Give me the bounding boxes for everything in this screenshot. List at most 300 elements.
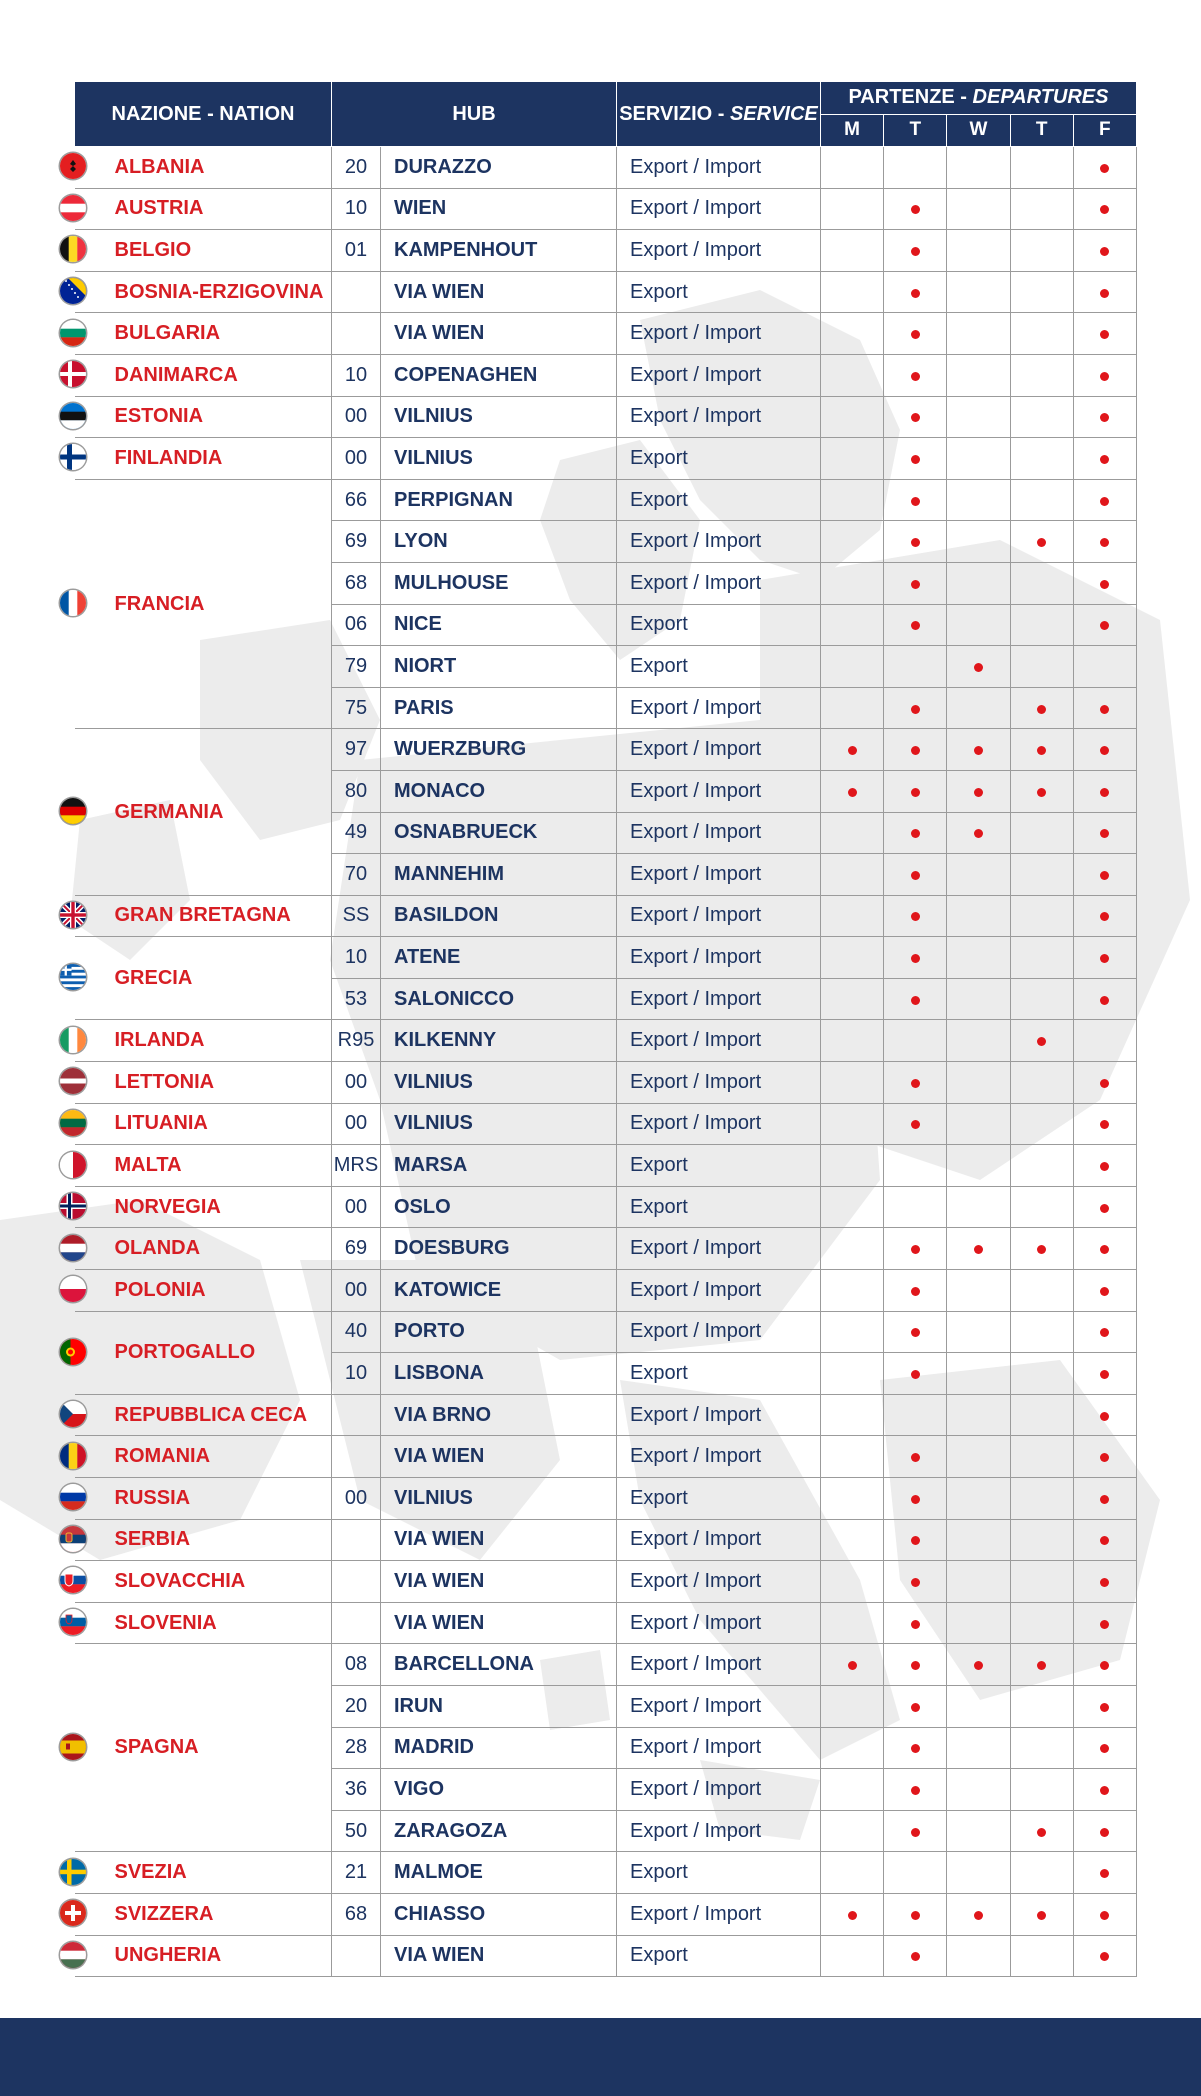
russia-flag-icon bbox=[60, 1484, 86, 1510]
hub-code bbox=[332, 313, 381, 355]
departure-cell-wednesday bbox=[947, 1062, 1010, 1104]
service-type: Export bbox=[617, 479, 821, 521]
nation-name: SLOVENIA bbox=[114, 1611, 217, 1634]
nation-cell-spagna bbox=[75, 1644, 332, 1852]
departure-dot-icon bbox=[911, 746, 920, 755]
departure-dot-icon bbox=[1100, 330, 1109, 339]
departure-cell-thursday bbox=[1010, 521, 1073, 563]
bosnia-flag-icon bbox=[60, 278, 86, 304]
departure-cell-tuesday bbox=[884, 438, 947, 480]
day-header-tuesday: T bbox=[884, 114, 947, 147]
departure-dot-icon bbox=[1100, 289, 1109, 298]
departure-cell-thursday bbox=[1010, 1311, 1073, 1353]
departure-dot-icon bbox=[911, 788, 920, 797]
departure-cell-tuesday bbox=[884, 1186, 947, 1228]
departure-cell-tuesday bbox=[884, 1852, 947, 1894]
lithuania-flag-icon bbox=[60, 1110, 86, 1136]
departure-cell-thursday bbox=[1010, 1353, 1073, 1395]
departure-cell-tuesday bbox=[884, 1062, 947, 1104]
departure-cell-thursday bbox=[1010, 1062, 1073, 1104]
departure-cell-wednesday bbox=[947, 1145, 1010, 1187]
hub-code: 69 bbox=[332, 1228, 381, 1270]
service-type: Export / Import bbox=[617, 1270, 821, 1312]
departures-header-label: PARTENZE - bbox=[848, 86, 973, 109]
departure-dot-icon bbox=[911, 1287, 920, 1296]
table-row bbox=[75, 1186, 1137, 1228]
departure-dot-icon bbox=[1100, 954, 1109, 963]
netherlands-flag-icon bbox=[60, 1235, 86, 1261]
departure-cell-thursday bbox=[1010, 1852, 1073, 1894]
service-type: Export / Import bbox=[617, 396, 821, 438]
hub-code bbox=[332, 1935, 381, 1977]
finland-flag-icon bbox=[60, 444, 86, 470]
departure-cell-monday bbox=[821, 1478, 884, 1520]
hub-code: 80 bbox=[332, 770, 381, 812]
nation-name: UNGHERIA bbox=[114, 1944, 222, 1967]
nation-name: SVIZZERA bbox=[114, 1902, 214, 1925]
departure-cell-friday bbox=[1073, 354, 1136, 396]
departure-cell-friday bbox=[1073, 1561, 1136, 1603]
hub-code bbox=[332, 271, 381, 313]
service-type: Export bbox=[617, 1478, 821, 1520]
departure-dot-icon bbox=[911, 1079, 920, 1088]
hub-name: VILNIUS bbox=[381, 438, 617, 480]
departure-dot-icon bbox=[1100, 1245, 1109, 1254]
service-type: Export / Import bbox=[617, 1311, 821, 1353]
departure-dot-icon bbox=[911, 1911, 920, 1920]
departure-cell-thursday bbox=[1010, 812, 1073, 854]
departure-dot-icon bbox=[911, 1536, 920, 1545]
departure-dot-icon bbox=[1037, 1037, 1046, 1046]
departure-dot-icon bbox=[1100, 705, 1109, 714]
departure-dot-icon bbox=[1100, 580, 1109, 589]
hub-name: LYON bbox=[381, 521, 617, 563]
departure-cell-friday bbox=[1073, 438, 1136, 480]
departure-cell-monday bbox=[821, 438, 884, 480]
table-row bbox=[75, 1436, 1137, 1478]
nation-cell-germania bbox=[75, 729, 332, 895]
departures-column-header bbox=[821, 82, 1137, 115]
departure-dot-icon bbox=[1037, 1911, 1046, 1920]
departure-dot-icon bbox=[1100, 746, 1109, 755]
departure-cell-monday bbox=[821, 978, 884, 1020]
departure-cell-tuesday bbox=[884, 604, 947, 646]
departure-dot-icon bbox=[1100, 1120, 1109, 1129]
hub-name: IRUN bbox=[381, 1685, 617, 1727]
departure-dot-icon bbox=[1100, 1744, 1109, 1753]
table-row bbox=[75, 479, 1137, 521]
departure-cell-tuesday bbox=[884, 1103, 947, 1145]
departure-cell-thursday bbox=[1010, 562, 1073, 604]
nation-cell-grecia bbox=[75, 937, 332, 1020]
departure-cell-tuesday bbox=[884, 230, 947, 272]
table-row bbox=[75, 230, 1137, 272]
departure-cell-thursday bbox=[1010, 1394, 1073, 1436]
hub-name: CHIASSO bbox=[381, 1893, 617, 1935]
departure-cell-wednesday bbox=[947, 354, 1010, 396]
nation-name: POLONIA bbox=[114, 1278, 206, 1301]
departure-cell-monday bbox=[821, 396, 884, 438]
hub-name: VILNIUS bbox=[381, 1062, 617, 1104]
service-type: Export / Import bbox=[617, 895, 821, 937]
departure-cell-tuesday bbox=[884, 1935, 947, 1977]
service-type: Export / Import bbox=[617, 313, 821, 355]
day-header-wednesday: W bbox=[947, 114, 1010, 147]
departure-dot-icon bbox=[1100, 205, 1109, 214]
hub-code: 36 bbox=[332, 1769, 381, 1811]
hub-name: MARSA bbox=[381, 1145, 617, 1187]
departure-dot-icon bbox=[911, 1578, 920, 1587]
departure-cell-monday bbox=[821, 1311, 884, 1353]
service-type: Export / Import bbox=[617, 770, 821, 812]
hub-name: WUERZBURG bbox=[381, 729, 617, 771]
hub-name: VIA WIEN bbox=[381, 1602, 617, 1644]
departure-cell-wednesday bbox=[947, 313, 1010, 355]
departure-cell-monday bbox=[821, 1561, 884, 1603]
nation-cell-olanda bbox=[75, 1228, 332, 1270]
hub-name: DOESBURG bbox=[381, 1228, 617, 1270]
departure-cell-wednesday bbox=[947, 895, 1010, 937]
nation-cell-ungheria bbox=[75, 1935, 332, 1977]
departure-cell-monday bbox=[821, 1270, 884, 1312]
departure-dot-icon bbox=[1100, 1412, 1109, 1421]
departure-cell-wednesday bbox=[947, 646, 1010, 688]
hungary-flag-icon bbox=[60, 1942, 86, 1968]
service-type: Export / Import bbox=[617, 1062, 821, 1104]
departure-cell-wednesday bbox=[947, 1769, 1010, 1811]
departure-cell-tuesday bbox=[884, 521, 947, 563]
departure-cell-monday bbox=[821, 1228, 884, 1270]
departure-cell-tuesday bbox=[884, 937, 947, 979]
hub-code: SS bbox=[332, 895, 381, 937]
departure-dot-icon bbox=[1100, 996, 1109, 1005]
departure-cell-thursday bbox=[1010, 1228, 1073, 1270]
departure-cell-monday bbox=[821, 1769, 884, 1811]
hub-code: 00 bbox=[332, 1270, 381, 1312]
departure-cell-friday bbox=[1073, 1228, 1136, 1270]
nation-cell-austria bbox=[75, 188, 332, 230]
departure-cell-thursday bbox=[1010, 479, 1073, 521]
departure-cell-thursday bbox=[1010, 1478, 1073, 1520]
nation-cell-repubblica-ceca bbox=[75, 1394, 332, 1436]
hub-code: 21 bbox=[332, 1852, 381, 1894]
departure-cell-tuesday bbox=[884, 271, 947, 313]
departure-cell-tuesday bbox=[884, 1561, 947, 1603]
departure-cell-thursday bbox=[1010, 854, 1073, 896]
poland-flag-icon bbox=[60, 1276, 86, 1302]
departure-cell-wednesday bbox=[947, 770, 1010, 812]
nation-name: OLANDA bbox=[114, 1237, 201, 1260]
departure-dot-icon bbox=[1037, 1245, 1046, 1254]
table-row bbox=[75, 1145, 1137, 1187]
departure-cell-friday bbox=[1073, 396, 1136, 438]
nation-cell-finlandia bbox=[75, 438, 332, 480]
departure-dot-icon bbox=[911, 621, 920, 630]
departure-dot-icon bbox=[1100, 871, 1109, 880]
departure-cell-monday bbox=[821, 313, 884, 355]
departure-cell-monday bbox=[821, 687, 884, 729]
hub-name: NICE bbox=[381, 604, 617, 646]
departure-cell-tuesday bbox=[884, 313, 947, 355]
departure-cell-tuesday bbox=[884, 1727, 947, 1769]
departure-dot-icon bbox=[911, 1120, 920, 1129]
departure-cell-tuesday bbox=[884, 1145, 947, 1187]
hub-code: 10 bbox=[332, 1353, 381, 1395]
departure-dot-icon bbox=[974, 1245, 983, 1254]
service-type: Export / Import bbox=[617, 937, 821, 979]
hub-code: 00 bbox=[332, 1478, 381, 1520]
departure-cell-thursday bbox=[1010, 770, 1073, 812]
departure-dot-icon bbox=[848, 1661, 857, 1670]
departure-cell-tuesday bbox=[884, 188, 947, 230]
table-row bbox=[75, 396, 1137, 438]
nation-name: SLOVACCHIA bbox=[114, 1569, 246, 1592]
departure-dot-icon bbox=[848, 1911, 857, 1920]
hub-name: MALMOE bbox=[381, 1852, 617, 1894]
hub-name: VIGO bbox=[381, 1769, 617, 1811]
departure-dot-icon bbox=[911, 1744, 920, 1753]
hub-name: SALONICCO bbox=[381, 978, 617, 1020]
service-type: Export bbox=[617, 1353, 821, 1395]
departure-cell-friday bbox=[1073, 812, 1136, 854]
hub-code: 66 bbox=[332, 479, 381, 521]
departure-cell-thursday bbox=[1010, 1602, 1073, 1644]
departure-cell-monday bbox=[821, 854, 884, 896]
departure-cell-tuesday bbox=[884, 978, 947, 1020]
departure-cell-tuesday bbox=[884, 396, 947, 438]
departure-cell-friday bbox=[1073, 479, 1136, 521]
service-type: Export bbox=[617, 438, 821, 480]
footer-bar bbox=[0, 2018, 1201, 2096]
hub-code: MRS bbox=[332, 1145, 381, 1187]
nation-name: SVEZIA bbox=[114, 1861, 187, 1884]
departure-cell-friday bbox=[1073, 1270, 1136, 1312]
departure-cell-wednesday bbox=[947, 1103, 1010, 1145]
departure-dot-icon bbox=[1100, 1204, 1109, 1213]
departure-cell-friday bbox=[1073, 937, 1136, 979]
departure-cell-thursday bbox=[1010, 1769, 1073, 1811]
departure-dot-icon bbox=[1100, 1786, 1109, 1795]
departure-cell-monday bbox=[821, 1602, 884, 1644]
departure-cell-thursday bbox=[1010, 1644, 1073, 1686]
hub-code: 68 bbox=[332, 562, 381, 604]
departure-dot-icon bbox=[911, 996, 920, 1005]
hub-name: NIORT bbox=[381, 646, 617, 688]
departure-dot-icon bbox=[1100, 1828, 1109, 1837]
service-type: Export / Import bbox=[617, 1394, 821, 1436]
departure-dot-icon bbox=[1100, 1952, 1109, 1961]
nation-name: LETTONIA bbox=[114, 1070, 215, 1093]
table-row bbox=[75, 1270, 1137, 1312]
service-type: Export / Import bbox=[617, 1727, 821, 1769]
departure-cell-friday bbox=[1073, 687, 1136, 729]
departure-cell-monday bbox=[821, 562, 884, 604]
departure-dot-icon bbox=[911, 871, 920, 880]
switzerland-flag-icon bbox=[60, 1900, 86, 1926]
nation-name: AUSTRIA bbox=[114, 197, 204, 220]
hub-code: 79 bbox=[332, 646, 381, 688]
departure-cell-friday bbox=[1073, 1769, 1136, 1811]
nation-cell-slovacchia bbox=[75, 1561, 332, 1603]
departure-cell-wednesday bbox=[947, 1519, 1010, 1561]
departure-cell-monday bbox=[821, 354, 884, 396]
departure-dot-icon bbox=[1100, 372, 1109, 381]
departure-cell-friday bbox=[1073, 188, 1136, 230]
france-flag-icon bbox=[60, 590, 86, 616]
service-type: Export / Import bbox=[617, 1644, 821, 1686]
table-row bbox=[75, 188, 1137, 230]
hub-name: BARCELLONA bbox=[381, 1644, 617, 1686]
service-type: Export / Import bbox=[617, 1769, 821, 1811]
departure-cell-monday bbox=[821, 1394, 884, 1436]
departure-cell-thursday bbox=[1010, 604, 1073, 646]
hub-name: PORTO bbox=[381, 1311, 617, 1353]
departure-cell-friday bbox=[1073, 1103, 1136, 1145]
departure-cell-friday bbox=[1073, 147, 1136, 189]
nation-name: BULGARIA bbox=[114, 322, 221, 345]
service-type: Export / Import bbox=[617, 1519, 821, 1561]
departure-dot-icon bbox=[974, 663, 983, 672]
departure-dot-icon bbox=[911, 538, 920, 547]
departure-dot-icon bbox=[1100, 538, 1109, 547]
departure-dot-icon bbox=[1100, 1162, 1109, 1171]
departure-cell-thursday bbox=[1010, 1810, 1073, 1852]
departure-cell-thursday bbox=[1010, 271, 1073, 313]
czech-flag-icon bbox=[60, 1401, 86, 1427]
departure-dot-icon bbox=[911, 289, 920, 298]
nation-cell-polonia bbox=[75, 1270, 332, 1312]
sweden-flag-icon bbox=[60, 1859, 86, 1885]
departure-cell-thursday bbox=[1010, 1020, 1073, 1062]
service-type: Export / Import bbox=[617, 521, 821, 563]
hub-name: COPENAGHEN bbox=[381, 354, 617, 396]
departure-cell-monday bbox=[821, 521, 884, 563]
hub-code: 06 bbox=[332, 604, 381, 646]
nation-cell-estonia bbox=[75, 396, 332, 438]
service-type: Export / Import bbox=[617, 1103, 821, 1145]
nation-name: SPAGNA bbox=[114, 1736, 199, 1759]
departure-cell-thursday bbox=[1010, 937, 1073, 979]
departure-dot-icon bbox=[1100, 1578, 1109, 1587]
departure-cell-wednesday bbox=[947, 1353, 1010, 1395]
hub-name: PARIS bbox=[381, 687, 617, 729]
table-row bbox=[75, 1478, 1137, 1520]
nation-cell-svezia bbox=[75, 1852, 332, 1894]
departure-cell-thursday bbox=[1010, 313, 1073, 355]
departure-dot-icon bbox=[911, 1245, 920, 1254]
departure-dot-icon bbox=[911, 1952, 920, 1961]
hub-code: 53 bbox=[332, 978, 381, 1020]
departure-dot-icon bbox=[1100, 1536, 1109, 1545]
departure-dot-icon bbox=[1100, 1911, 1109, 1920]
departure-dot-icon bbox=[1100, 247, 1109, 256]
departure-cell-friday bbox=[1073, 604, 1136, 646]
departure-cell-tuesday bbox=[884, 1020, 947, 1062]
departure-cell-thursday bbox=[1010, 230, 1073, 272]
nation-name: MALTA bbox=[114, 1154, 182, 1177]
nation-name: DANIMARCA bbox=[114, 363, 238, 386]
departure-cell-monday bbox=[821, 1103, 884, 1145]
departure-dot-icon bbox=[1100, 1703, 1109, 1712]
departure-dot-icon bbox=[1100, 1287, 1109, 1296]
hub-code bbox=[332, 1394, 381, 1436]
hub-code: R95 bbox=[332, 1020, 381, 1062]
departure-cell-thursday bbox=[1010, 1893, 1073, 1935]
departure-cell-wednesday bbox=[947, 978, 1010, 1020]
departure-cell-friday bbox=[1073, 562, 1136, 604]
departure-cell-friday bbox=[1073, 1727, 1136, 1769]
departure-cell-wednesday bbox=[947, 562, 1010, 604]
departure-dot-icon bbox=[1100, 1495, 1109, 1504]
germany-flag-icon bbox=[60, 798, 86, 824]
departure-dot-icon bbox=[911, 1828, 920, 1837]
estonia-flag-icon bbox=[60, 403, 86, 429]
departure-cell-wednesday bbox=[947, 230, 1010, 272]
departure-cell-friday bbox=[1073, 646, 1136, 688]
departure-dot-icon bbox=[974, 1661, 983, 1670]
departure-dot-icon bbox=[911, 247, 920, 256]
departure-dot-icon bbox=[1100, 1869, 1109, 1878]
departure-cell-friday bbox=[1073, 770, 1136, 812]
table-header bbox=[75, 82, 1137, 147]
service-type: Export / Import bbox=[617, 188, 821, 230]
departure-dot-icon bbox=[1100, 1661, 1109, 1670]
departure-dot-icon bbox=[974, 746, 983, 755]
departure-cell-thursday bbox=[1010, 396, 1073, 438]
hub-name: MONACO bbox=[381, 770, 617, 812]
departure-dot-icon bbox=[1037, 788, 1046, 797]
departure-cell-wednesday bbox=[947, 1685, 1010, 1727]
departure-cell-monday bbox=[821, 1145, 884, 1187]
departure-dot-icon bbox=[1037, 1661, 1046, 1670]
nation-name: BELGIO bbox=[114, 238, 192, 261]
nation-cell-gran-bretagna bbox=[75, 895, 332, 937]
departure-cell-tuesday bbox=[884, 562, 947, 604]
serbia-flag-icon bbox=[60, 1526, 86, 1552]
departure-cell-tuesday bbox=[884, 1228, 947, 1270]
hub-name: KILKENNY bbox=[381, 1020, 617, 1062]
departure-cell-thursday bbox=[1010, 1103, 1073, 1145]
hub-code: 00 bbox=[332, 1186, 381, 1228]
service-type: Export / Import bbox=[617, 562, 821, 604]
service-type: Export / Import bbox=[617, 854, 821, 896]
hub-code: 00 bbox=[332, 1062, 381, 1104]
hub-code: 10 bbox=[332, 937, 381, 979]
departure-cell-friday bbox=[1073, 1935, 1136, 1977]
departure-dot-icon bbox=[974, 1911, 983, 1920]
departure-cell-tuesday bbox=[884, 1685, 947, 1727]
departure-cell-wednesday bbox=[947, 147, 1010, 189]
table-row bbox=[75, 937, 1137, 979]
service-type: Export / Import bbox=[617, 147, 821, 189]
departure-cell-tuesday bbox=[884, 1478, 947, 1520]
departure-cell-wednesday bbox=[947, 1478, 1010, 1520]
departure-dot-icon bbox=[1100, 164, 1109, 173]
table-row bbox=[75, 1103, 1137, 1145]
table-row bbox=[75, 1311, 1137, 1353]
departure-cell-friday bbox=[1073, 271, 1136, 313]
nation-name: BOSNIA-ERZIGOVINA bbox=[114, 280, 324, 303]
departure-cell-wednesday bbox=[947, 479, 1010, 521]
departure-dot-icon bbox=[1100, 1453, 1109, 1462]
departure-cell-tuesday bbox=[884, 354, 947, 396]
departure-dot-icon bbox=[1037, 538, 1046, 547]
hub-column-header: HUB bbox=[332, 82, 617, 147]
nation-cell-slovenia bbox=[75, 1602, 332, 1644]
departure-cell-thursday bbox=[1010, 1519, 1073, 1561]
departure-cell-wednesday bbox=[947, 1727, 1010, 1769]
departure-cell-monday bbox=[821, 1020, 884, 1062]
